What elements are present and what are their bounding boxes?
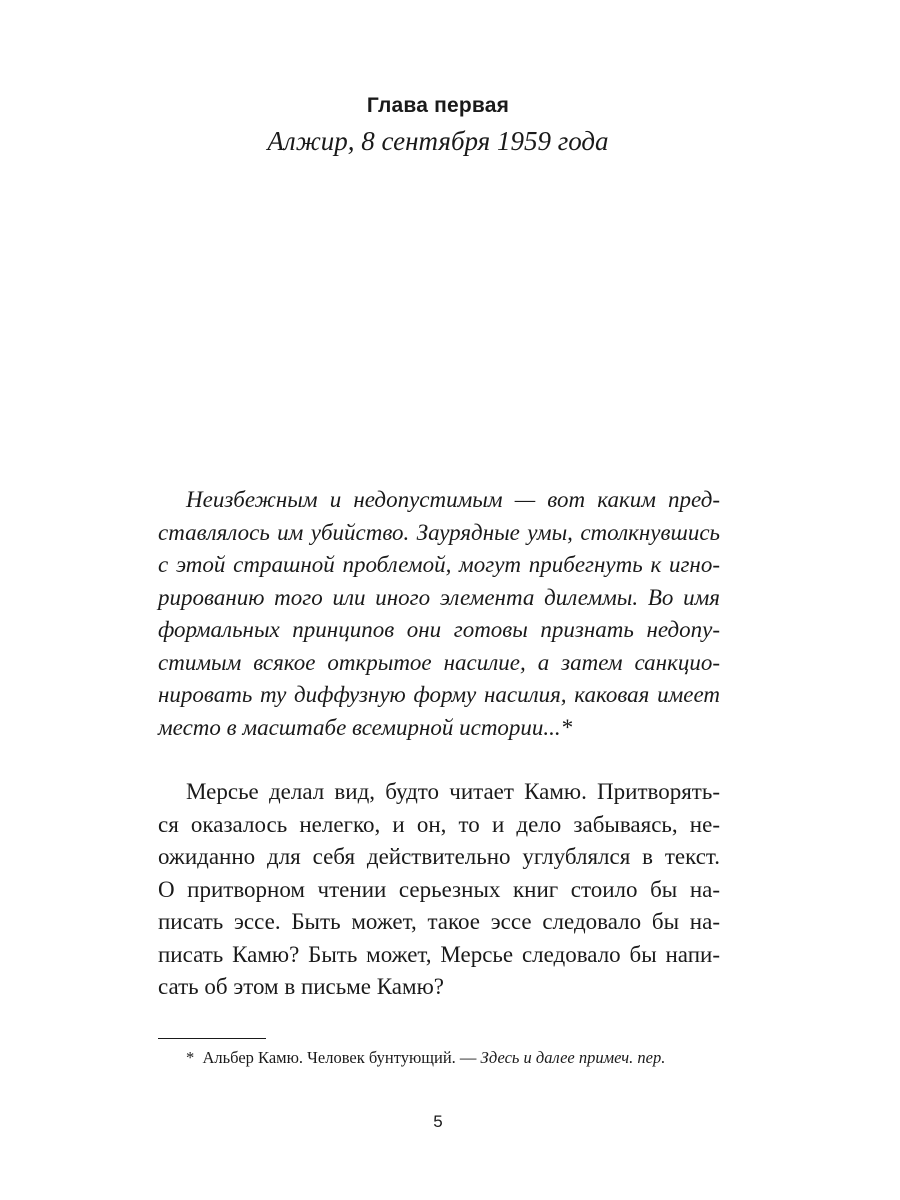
body-line: Мерсье делал вид, будто читает Камю. Притворять- bbox=[186, 779, 720, 804]
epigraph-line: нировать ту диффузную форму насилия, каковая имеет bbox=[158, 682, 720, 707]
chapter-place-date: Алжир, 8 сентября 1959 года bbox=[267, 126, 609, 156]
epigraph-line: ставлялось им убийство. Заурядные умы, столкнувшись bbox=[158, 519, 720, 545]
body-line: писать Камю? Быть может, Мерсье следовало бы напи- bbox=[158, 941, 720, 967]
epigraph-line: с этой страшной проблемой, могут прибегнуть к игно- bbox=[158, 552, 720, 577]
body-line: сать об этом в письме Камю? bbox=[158, 974, 444, 999]
chapter-label: Глава первая bbox=[366, 94, 510, 117]
body-line: ся оказалось нелегко, и он, то и дело забываясь, не- bbox=[158, 811, 720, 837]
epigraph-line: рированию того или иного элемента дилеммы. Во имя bbox=[158, 584, 720, 610]
footnote bbox=[186, 1048, 726, 1068]
footnote-marker: * bbox=[186, 1048, 195, 1067]
epigraph-line: Неизбежным и недопустимым — вот каким пред- bbox=[186, 487, 720, 512]
footnote-text: Альбер Камю. Человек бунтующий. — bbox=[202, 1048, 477, 1067]
body-line: ожиданно для себя действительно углублялся в текст. bbox=[158, 844, 720, 869]
footnote-note: Здесь и далее примеч. пер. bbox=[480, 1048, 666, 1067]
body-paragraph bbox=[158, 776, 720, 1004]
epigraph-line: стимым всякое открытое насилие, а затем санкцио- bbox=[158, 649, 720, 675]
page-number: 5 bbox=[433, 1112, 443, 1131]
epigraph-line: место в масштабе всемирной истории...* bbox=[158, 714, 573, 740]
epigraph bbox=[158, 484, 720, 744]
epigraph-line: формальных принципов они готовы признать недопу- bbox=[158, 617, 720, 642]
body-line: писать эссе. Быть может, такое эссе следовало бы на- bbox=[158, 909, 720, 934]
footnote-divider bbox=[158, 1038, 266, 1039]
body-line: О притворном чтении серьезных книг стоило бы на- bbox=[158, 876, 720, 902]
